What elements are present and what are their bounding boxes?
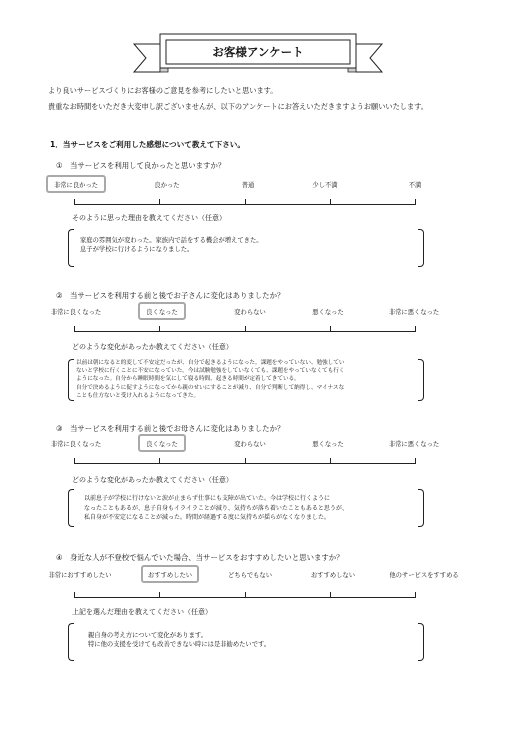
intro-line-2: 貴重なお時間をいただき大変申し訳ございませんが、以下のアンケートにお答えいただきますようお願いいたします。 [48, 102, 428, 111]
page-title: お客様アンケート [212, 45, 304, 59]
q3-scale-tick [415, 458, 416, 464]
q4-option-3[interactable]: どちらでもない [227, 572, 273, 579]
q3-scale-tick [159, 458, 160, 464]
q2-option-4[interactable]: 悪くなった [312, 309, 344, 316]
q1-option-5[interactable]: 不満 [408, 182, 422, 189]
q4-reason-label: 上記を選んだ理由を教えてください（任意） [72, 608, 212, 616]
q2-option-2[interactable]: 良くなった [146, 309, 178, 316]
q2-scale-tick [330, 326, 331, 332]
q2-scale-tick [74, 326, 75, 332]
question-3-title: ③ 当サービスを利用する前と後でお母さんに変化はありましたか？ [56, 424, 285, 433]
q4-scale-tick [159, 592, 160, 598]
q1-scale-tick [415, 199, 416, 205]
q4-scale-tick [415, 592, 416, 598]
q4-option-4[interactable]: おすすめしない [310, 572, 356, 579]
q3-scale-tick [74, 458, 75, 464]
q3-option-2[interactable]: 良くなった [146, 441, 178, 448]
q4-answer-bracket-right [418, 623, 424, 661]
q1-option-1[interactable]: 非常に良かった [53, 182, 99, 189]
q3-reason-label: どのような変化があったか教えてください（任意） [72, 476, 233, 484]
intro-line-1: より良いサービスづくりにお客様のご意見を参考にしたいと思います。 [48, 86, 278, 95]
q1-answer-bracket-right [418, 229, 424, 267]
q4-answer-bracket-left [68, 623, 74, 661]
q1-option-4[interactable]: 少し不満 [312, 182, 338, 189]
q1-scale-tick [159, 199, 160, 205]
q4-option-1[interactable]: 非常におすすめしたい [48, 572, 112, 579]
q4-option-2[interactable]: おすすめしたい [147, 572, 193, 579]
q1-option-2[interactable]: 良かった [154, 182, 180, 189]
q4-answer-text: 親自身の考え方について変化があります。 特に他の支援を受けても改善できない時には是非勧めたいです。 [88, 632, 271, 648]
q3-answer-bracket-left [68, 489, 74, 527]
q2-option-3[interactable]: 変わらない [234, 309, 266, 316]
q3-option-4[interactable]: 悪くなった [312, 441, 344, 448]
q4-scale-tick [330, 592, 331, 598]
q2-reason-label: どのような変化があったか教えてください（任意） [72, 343, 233, 351]
q3-option-3[interactable]: 変わらない [234, 441, 266, 448]
question-2-title: ② 当サービスを利用する前と後でお子さんに変化はありましたか？ [56, 291, 285, 300]
q1-reason-label: そのように思った理由を教えてください（任意） [72, 214, 226, 222]
q1-scale-tick [245, 199, 246, 205]
q2-scale-tick [245, 326, 246, 332]
q4-scale-tick [245, 592, 246, 598]
q2-scale-tick [159, 326, 160, 332]
q1-option-3[interactable]: 普通 [241, 182, 255, 189]
q2-answer-bracket-left [68, 359, 74, 401]
q1-scale-tick [330, 199, 331, 205]
question-1-title: ① 当サービスを利用して良かったと思いますか？ [56, 161, 226, 170]
q3-scale-tick [330, 458, 331, 464]
title-banner [130, 30, 386, 76]
question-4-title: ④ 身近な人が不登校で悩んでいた場合、当サービスをおすすめしたいと思いますか？ [56, 553, 344, 562]
q2-option-5[interactable]: 非常に悪くなった [388, 309, 440, 316]
q4-scale-tick [74, 592, 75, 598]
q2-answer-text: 以前は朝になると的変して不安定だったが、自分で起きるようになった。課題をやっていない、勉強してい ないと学校に行くことに不安になっていた。今は試験勉強をしていなくても、課題をやっていなくても行く ようになった。自分から睡眠時間を気にして寝る時間、起きる時間が定着してきている。 自分で決めるように促すようになってから親のせいにすることが減り、自分で判断して納得し、マイナスな ことも仕方ないと受け入れるようになってきた。 [76, 360, 345, 399]
q3-option-1[interactable]: 非常に良くなった [50, 441, 102, 448]
q2-scale-tick [415, 326, 416, 332]
q4-option-5[interactable]: 他のサービスをすすめる [389, 572, 459, 579]
q3-answer-bracket-right [418, 489, 424, 527]
section-title: 1．当サービスをご利用した感想について教えて下さい。 [50, 140, 245, 149]
q2-option-1[interactable]: 非常に良くなった [50, 309, 102, 316]
q3-option-5[interactable]: 非常に悪くなった [388, 441, 440, 448]
q3-scale-tick [245, 458, 246, 464]
q3-answer-text: 以前息子が学校に行けないと涙が止まらず仕事にも支障が出ていた。今は学校に行くように なったこともあるが、息子自身もイライラことが減り、気持ちが落ち着いたこともあると思うが、 私自身が不安定になることが減った。時間が経過する度に気持ちが揺らがなくなりました。 [84, 495, 348, 521]
q1-answer-text: 家庭の雰囲気が変わった。家族内で話をする機会が増えてきた。 息子が学校に行けるようになりました。 [80, 237, 263, 253]
q2-answer-bracket-right [418, 359, 424, 401]
q1-answer-bracket-left [68, 229, 74, 267]
q1-scale-tick [74, 199, 75, 205]
